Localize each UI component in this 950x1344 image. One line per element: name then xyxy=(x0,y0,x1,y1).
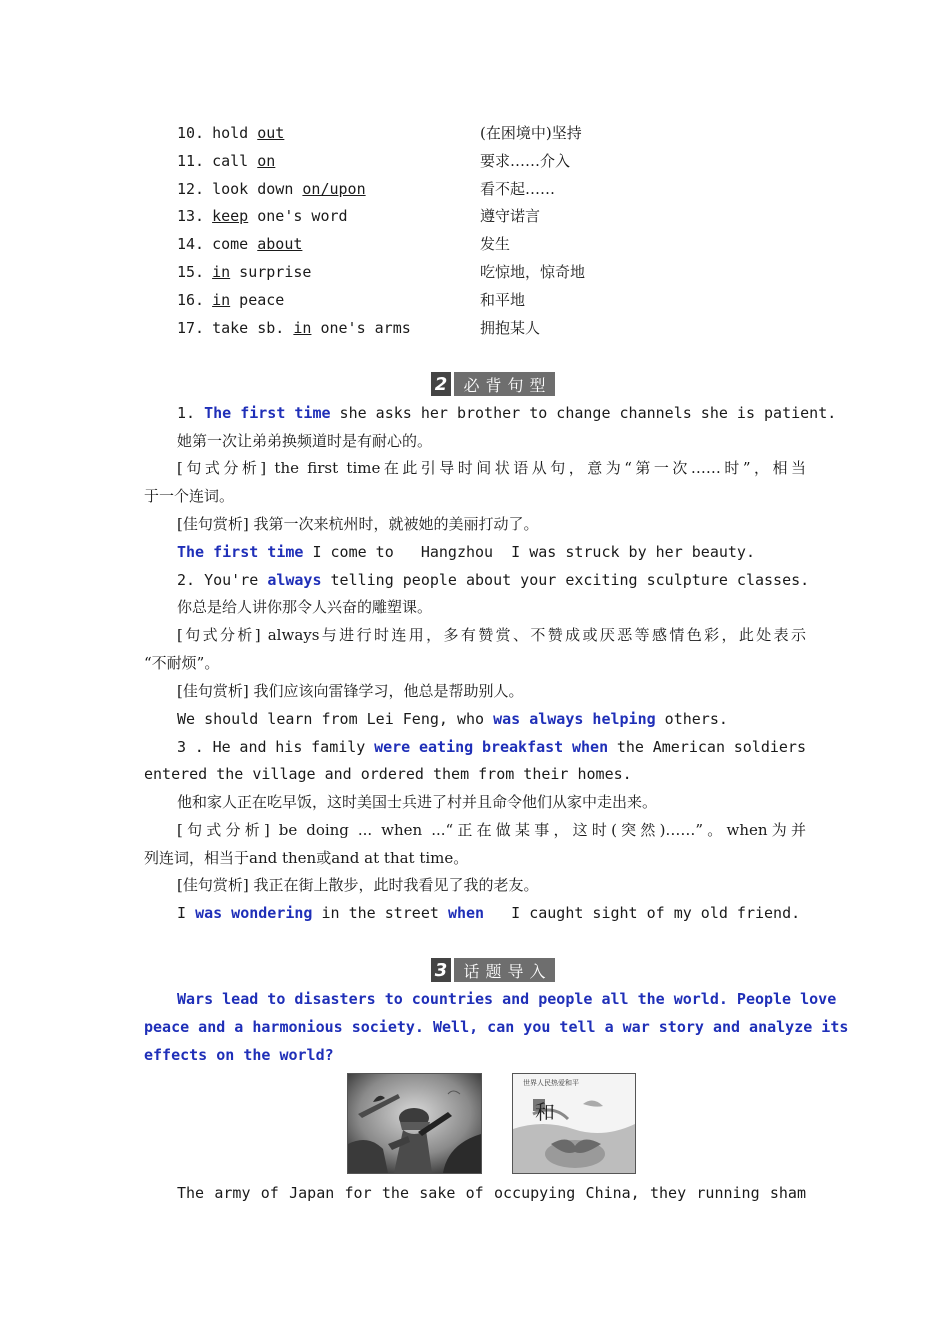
phrase-text: come xyxy=(212,235,258,253)
word: He xyxy=(212,738,231,756)
war-soldier-picture xyxy=(347,1073,482,1174)
phrase-chinese-meaning: 遵守诺言 xyxy=(480,207,541,225)
phrase-number: 11. xyxy=(177,152,205,170)
word: . xyxy=(194,738,204,756)
phrase-number: 13. xyxy=(177,207,205,225)
phrase-text: surprise xyxy=(230,263,312,281)
topic-intro-line-1: Wars lead to disasters to countries and people all the world. People love xyxy=(177,990,837,1008)
poster-caption: 世界人民热爱和平 xyxy=(523,1079,579,1087)
phrase-number: 15. xyxy=(177,263,205,281)
sentence-3-example: I was wondering in the street when I caught sight of my old friend. xyxy=(177,904,801,922)
phrase-chinese-meaning: 要求……介入 xyxy=(480,152,571,170)
sentence-1-translation: 她第一次让弟弟换频道时是有耐心的。 xyxy=(177,432,433,450)
highlighted-word: when xyxy=(571,738,609,756)
sentence-2-example: We should learn from Lei Feng, who was always helping others. xyxy=(177,710,728,728)
word: family xyxy=(311,738,366,756)
word: his xyxy=(275,738,303,756)
phrase-chinese-meaning: 吃惊地，惊奇地 xyxy=(480,263,586,281)
topic-intro-line-2: peace and a harmonious society. Well, can you tell a war story and analyze its xyxy=(144,1018,849,1036)
phrase-english xyxy=(177,289,284,311)
phrase-english xyxy=(177,317,411,339)
phrase-number: 10. xyxy=(177,124,205,142)
phrase-english xyxy=(177,205,348,227)
word: the xyxy=(616,738,644,756)
section-title: 必背句型 xyxy=(454,372,555,396)
phrase-number: 12. xyxy=(177,180,205,198)
sentence-2-analysis-cont: “不耐烦”。 xyxy=(144,654,220,672)
section-header-topic-intro xyxy=(431,958,555,982)
topic-passage-line-1: The army of Japan for the sake of occupying China, they running sham xyxy=(177,1184,806,1202)
sentence-3-appreciation: [佳句赏析] 我正在街上散步，此时我看见了我的老友。 xyxy=(177,876,539,894)
section-title: 话题导入 xyxy=(454,958,555,982)
phrase-number: 16. xyxy=(177,291,205,309)
phrase-underlined-word: keep xyxy=(212,207,249,225)
sentence-2-appreciation: [佳句赏析] 我们应该向雷锋学习，他总是帮助别人。 xyxy=(177,682,524,700)
phrase-chinese-meaning: 发生 xyxy=(480,235,511,253)
phrase-chinese-meaning: (在困境中)坚持 xyxy=(480,124,582,142)
phrase-underlined-word: on/upon xyxy=(302,180,366,198)
phrase-text: peace xyxy=(230,291,285,309)
sentence-3-analysis: [句式分析] be doing ... when ...“正在做某事，这时(突然)……”。when为并 xyxy=(177,821,806,839)
phrase-english xyxy=(177,122,284,144)
peace-poster-picture xyxy=(512,1073,636,1174)
sentence-3 xyxy=(177,736,806,758)
word: soldiers xyxy=(733,738,806,756)
sentence-1: 1. The first time she asks her brother to change channels she is patient. xyxy=(177,404,837,422)
phrase-text: hold xyxy=(212,124,258,142)
sentence-1-example: The first time I come to Hangzhou I was struck by her beauty. xyxy=(177,543,755,561)
word: American xyxy=(652,738,725,756)
sentence-3-cont: entered the village and ordered them from their homes. xyxy=(144,765,632,783)
phrase-english xyxy=(177,150,275,172)
highlighted-word: eating xyxy=(418,738,474,756)
phrase-chinese-meaning: 看不起…… xyxy=(480,180,556,198)
phrase-text: one's arms xyxy=(311,319,411,337)
topic-intro-line-3: effects on the world? xyxy=(144,1046,334,1064)
sentence-2-analysis: [句式分析] always与进行时连用，多有赞赏、不赞成或厌恶等感情色彩，此处表示 xyxy=(177,626,806,644)
sentence-3-translation: 他和家人正在吃早饭，这时美国士兵进了村并且命令他们从家中走出来。 xyxy=(177,793,658,811)
phrase-english xyxy=(177,233,302,255)
phrase-underlined-word: on xyxy=(257,152,276,170)
highlighted-word: breakfast xyxy=(481,738,564,756)
sentence-1-analysis: [句式分析] the first time在此引导时间状语从句，意为“第一次……时”，相当 xyxy=(177,459,806,477)
phrase-underlined-word: about xyxy=(257,235,303,253)
word: and xyxy=(239,738,267,756)
phrase-number: 17. xyxy=(177,319,205,337)
sentence-1-appreciation: [佳句赏析] 我第一次来杭州时，就被她的美丽打动了。 xyxy=(177,515,539,533)
sentence-2: 2. You're always telling people about your exciting sculpture classes. xyxy=(177,571,810,589)
word: 3 xyxy=(177,738,187,756)
sentence-2-translation: 你总是给人讲你那令人兴奋的雕塑课。 xyxy=(177,598,433,616)
phrase-text: call xyxy=(212,152,258,170)
phrase-underlined-word: in xyxy=(212,291,231,309)
phrase-number: 14. xyxy=(177,235,205,253)
section-header-sentence-patterns xyxy=(431,372,555,396)
phrase-underlined-word: out xyxy=(257,124,285,142)
phrase-text: one's word xyxy=(248,207,348,225)
phrase-english xyxy=(177,261,311,283)
highlighted-word: were xyxy=(374,738,411,756)
phrase-text: take sb. xyxy=(212,319,294,337)
phrase-english xyxy=(177,178,366,200)
poster-character: 和 xyxy=(535,1100,555,1124)
phrase-text: look down xyxy=(212,180,303,198)
sentence-1-analysis-cont: 于一个连词。 xyxy=(144,487,235,505)
phrase-underlined-word: in xyxy=(293,319,312,337)
phrase-chinese-meaning: 拥抱某人 xyxy=(480,319,541,337)
section-number: 2 xyxy=(431,372,451,396)
sentence-3-analysis-cont: 列连词，相当于and then或and at that time。 xyxy=(144,849,469,867)
phrase-underlined-word: in xyxy=(212,263,231,281)
section-number: 3 xyxy=(431,958,451,982)
phrase-chinese-meaning: 和平地 xyxy=(480,291,526,309)
